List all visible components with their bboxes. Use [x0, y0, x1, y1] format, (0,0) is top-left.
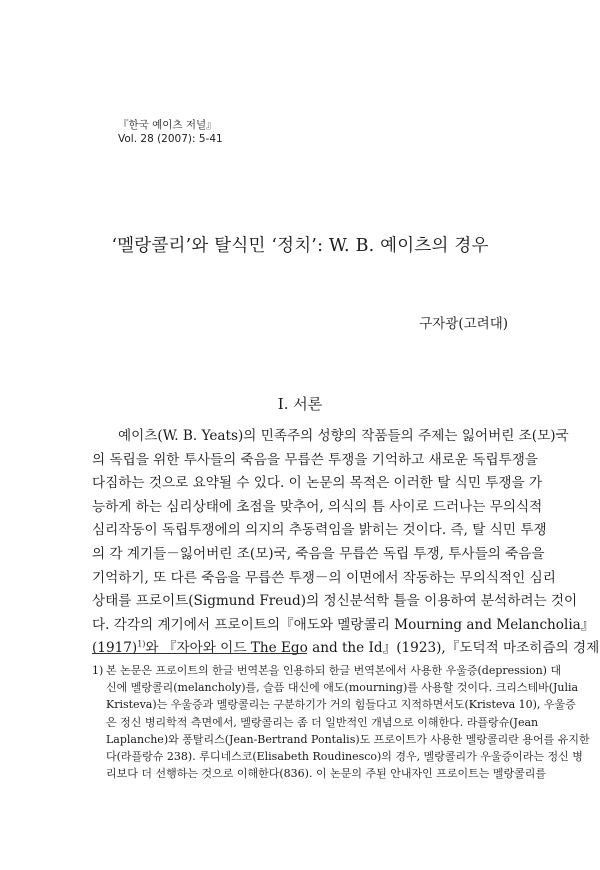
footnote-line: 본 논문은 프로이트의 한글 번역본을 인용하되 한글 번역본에서 사용한 우울증(depression) 대: [106, 664, 562, 677]
body-line: 상태를 프로이트(Sigmund Freud)의 정신분석학 틀을 이용하여 분석하려는 것이: [92, 593, 578, 610]
footnote-line: Kristeva)는 우울증과 멜랑콜리는 구분하기가 거의 힘들다고 지적하면서도(Kristeva 10), 우울증: [106, 698, 576, 712]
footnote-line: Laplanche)와 퐁탈리스(Jean-Bertrand Pontalis)도 프로이트가 사용한 멜랑콜리란 용어를 유지한: [106, 732, 590, 746]
body-line-with-footnote: [92, 637, 600, 661]
body-line: 예이츠(W. B. Yeats)의 민족주의 성향의 작품들의 주제는 잃어버린 조(모)국: [118, 428, 569, 444]
body-line: 다짐하는 것으로 요약될 수 있다. 이 논문의 목적은 이러한 탈 식민 투쟁을 가: [92, 475, 543, 492]
body-line: 다. 각각의 계기에서 프로이트의『애도와 멜랑콜리 Mourning and Melancholia』: [92, 616, 595, 633]
body-paragraph: [92, 425, 600, 661]
footnote-line: 다(라플랑슈 238). 루디네스코(Elisabeth Roudinesco)의 경우, 멜랑콜리가 우울증이라는 정신 병: [106, 750, 583, 764]
body-line: 의 각 계기들－잃어버린 조(모)국, 죽음을 무릅쓴 독립 투쟁, 투사들의 죽음을: [92, 545, 545, 562]
journal-volume: Vol. 28 (2007): 5-41: [118, 133, 223, 145]
body-line: 기억하기, 또 다른 죽음을 무릅쓴 투쟁－의 이면에서 작동하는 무의식적인 심리: [92, 569, 556, 586]
author-affiliation: 구자광(고려대): [419, 316, 508, 332]
journal-header: [118, 118, 223, 146]
section-heading: I. 서론: [277, 395, 323, 413]
paper-title: ‘멜랑콜리’와 탈식민 ‘정치’: W. B. 예이츠의 경우: [111, 236, 489, 256]
body-line: 심리작동이 독립투쟁에의 의지의 추동력임을 밝히는 것이다. 즉, 탈 식민 투쟁: [92, 522, 547, 539]
footnote-ref[interactable]: 1): [137, 639, 146, 649]
footnote-number: 1): [92, 664, 104, 677]
body-line: 의 독립을 위한 투사들의 죽음을 무릅쓴 투쟁을 기억하고 새로운 독립투쟁을: [92, 451, 538, 468]
journal-name: 『한국 예이츠 저널』: [118, 119, 217, 131]
body-line-part: (1917): [92, 640, 138, 657]
footnote-line: 은 정신 병리학적 측면에서, 멜랑콜리는 좀 더 일반적인 개념으로 이해한다. 라플랑슈(Jean: [106, 715, 539, 729]
footnote: [92, 662, 590, 782]
footnote-divider: [92, 653, 307, 654]
footnote-line: 리보다 더 선행하는 것으로 이해한다(836). 이 논문의 주된 안내자인 프로이트는 멜랑콜리를: [106, 767, 546, 781]
body-line-part: 와 『자아와 이드 The Ego and the Id』(1923),『도덕적 마조히즘의 경제: [145, 640, 600, 657]
body-line: 능하게 하는 심리상태에 초점을 맞추어, 의식의 틈 사이로 드러나는 무의식적: [92, 498, 543, 515]
footnote-line: 신에 멜랑콜리(melancholy)를, 슬픔 대신에 애도(mourning)를 사용할 것이다. 크리스테바(Julia: [106, 681, 579, 695]
